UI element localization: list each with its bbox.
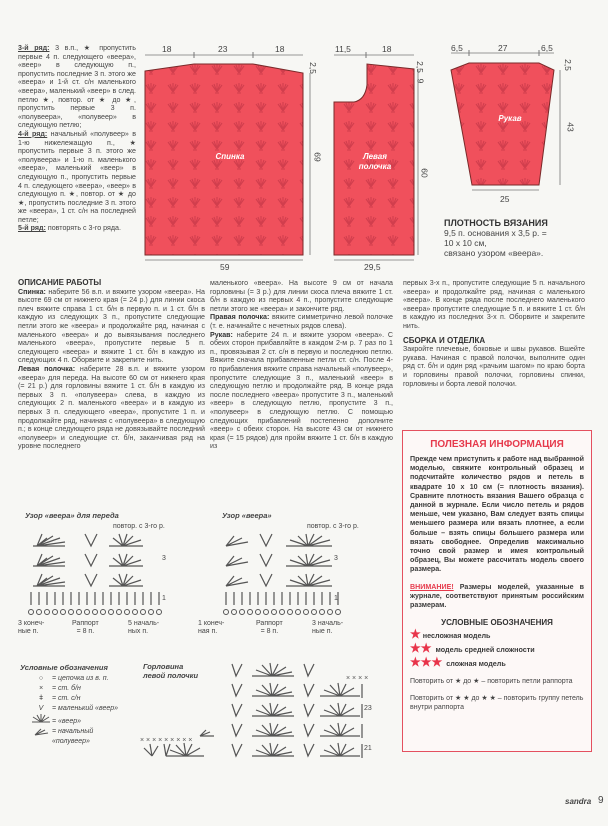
neckline-title-line2: левой полочки [143,671,199,680]
left-front-label: Левая полочка: [18,364,76,373]
row4-text: начальный «полувеер» в 1-ю нижележащую п., ★ пропустить первые 3 п. этого же «полувеера» и 1-ю п. маленького «веера», маленький «веер» в следующую п., пропустить первые 4 п. следующего «веера», «веер» в следующую п. ★, повтор. от ★ до ★, пропустить последние 3 п. этого же «веера», 1 ст. с/н на последней петле; [18,129,136,224]
end-label-line1: 1 конеч- [198,620,225,627]
sleeve-dim-center: 27 [498,43,508,53]
start-label-line1: 3 началь- [312,620,344,627]
difficulty-easy-label: несложная модель [422,630,491,640]
neckline-title-line1: Горловина [143,662,184,671]
main-pattern-rapport [256,620,283,636]
front-pattern-chart [25,530,170,618]
repeat-note-2: Повторить от ★ ★ до ★ ★ – повторить группу петель внутри раппорта [410,694,584,711]
symbol-half-fan-label: = начальный «полувеер» [52,728,94,745]
symbol-small-fan [30,704,122,714]
v-symbol [304,664,314,676]
sleeve-dim-width: 25 [500,194,510,204]
chain-row [29,610,162,615]
symbol-dc-label: = ст. с/н [52,695,81,702]
end-label-line2: ная п. [198,628,218,635]
symbol-chain [30,674,122,684]
assembly-title: СБОРКА И ОТДЕЛКА [403,335,486,345]
front-dim-shoulder: 2,5 [414,61,425,73]
difficulty-medium [410,641,584,655]
sleeve-section-label: Рукав: [210,330,233,339]
sleeve-section-text: наберите 24 п. и вяжите узором «веера». С обеих сторон прибавляйте в каждом 2-м р. 7 раз по 1 п., провязывая 2 ст. с/н в первую и последнюю петлю. Вяжите сначала прибавленные петли ст. с/н. После 4-го прибавления вяжите справа начальный «полувеер», пропустите следующие 3 п., маленький «веер» в следующую петлю и продолжайте ряд. В конце ряда после последнего «веера» пропустите 3 п., маленький «веер» в следующую петлю, пропустите 3 п., «полувеер» в следующую петлю. С помощью следующих прибавлений постепенно дополните «веер» с обеих сторон. На высоте 43 см от нижнего края (= 15 рядов) для пройм вяжите 1 ст. б/н в каждую из [210,330,393,451]
fan-symbol [286,534,332,546]
fan-symbol [252,663,294,676]
front-label-line1: Левая [363,152,387,161]
back-dim-left: 18 [162,44,172,54]
half-fan-symbol [144,744,158,756]
row-instructions [18,44,136,233]
back-label: Спинка [215,152,245,161]
neckline-row-23: 23 [364,705,372,712]
assembly-text: Закройте плечевые, боковые и швы рукавов. Вшейте рукава. Начиная с правой полочки, выполните один ряд ст. б/н и один ряд «рачьим шагом» по краю борта и горловины правой полочки, горловины спинки, горловины и борта левой полочки. [403,345,585,388]
svg-text:× × × ×: × × × × [346,675,369,682]
fan-symbol [166,743,204,756]
main-pattern-start-label [312,620,343,636]
rapport-line2: = 8 п. [76,628,95,635]
front-pattern-repeat-note: повтор. с 3-го р. [113,523,165,530]
fan-symbol [33,534,65,546]
repeat-note-1: Повторить от ★ до ★ – повторить петли раппорта [410,677,573,685]
description-col3 [403,279,585,388]
small-fan-icon: V [38,705,44,712]
end-label-line1: 3 конеч- [18,620,45,627]
symbols-list [30,674,122,747]
symbol-sc-label: = ст. б/н [52,685,81,692]
attention-label: ВНИМАНИЕ! [410,582,454,591]
gauge-block [444,218,604,258]
fan-symbol [109,534,143,546]
main-pattern-row-3: 3 [334,555,338,562]
col3-continuation: первых 3-х п., пропустите следующие 5 п. начального «веера» и продолжайте ряд, начиная с маленького «веера». В конце ряда после последнего маленького «веера» пропустите следующие 5 п. и вяжите 1 ст. б/н в каждую из последних 3-х п. Оборвите и закрепите нить. [403,279,585,330]
row4-label: 4-й ряд: [18,129,48,138]
rapport-line1: Раппорт [72,620,99,627]
difficulty-hard [410,655,584,669]
main-pattern-row-1: 1 [334,595,338,602]
sleeve-dim-cap: 2,5 [562,59,573,71]
gauge-title: ПЛОТНОСТЬ ВЯЗАНИЯ [444,218,548,228]
sleeve-label: Рукав [498,114,522,123]
fan-symbol [320,683,360,696]
main-pattern-end-label [198,620,224,636]
left-front-text: наберите 28 в.п. и вяжите узором «веера» для переда. На высоте 60 см от нижнего края (= 21 р.) для горловины вяжите 1 ст. б/н в каждую из первых 3 п. «полувеера» слева, в каждую из следующих 2 п. маленького «веера» и в каждую из первых 3 п. следующего «веера», пропустите 1 п. и продолжайте ряд, начиная с «полувеера» в следующую п.; в конце следующего ряда не довязывайте последний «полувеер» и следующие ст. б/н, заканчивая ряд на уровне последнего [18,364,205,451]
front-pattern-end-label [18,620,44,636]
front-label [350,152,400,172]
description-title: ОПИСАНИЕ РАБОТЫ [18,278,102,287]
stitch-row-1 [31,592,159,605]
single-crochet-icon: × [38,685,44,692]
neckline-row-21: 21 [364,745,372,752]
main-pattern-repeat-note: повтор. с 3-го р. [307,523,359,530]
half-fan-symbol [226,536,248,546]
symbol-small-fan-label: = маленький «веер» [52,705,119,712]
difficulty-hard-label: сложная модель [446,658,506,668]
attention-block [410,583,584,610]
row5-text: повторять с 3-го ряда. [47,224,121,233]
rapport-line1: Раппорт [256,620,283,627]
front-dim-height: 60 [419,168,430,178]
v-symbol [85,534,97,546]
right-front-text: вяжите симметрично левой полочке (т. е. начинайте с нечетных рядов слева). [210,313,393,330]
col2-continuation: маленького «веера». На высоте 9 см от начала горловины (= 3 р.) для линии скоса плеча вяжите 1 ст. б/н в каждую из первых 4 п., пропустите следующие петли этого же «веера» и закончите ряд. [210,279,393,313]
end-label-line2: ные п. [18,628,39,635]
start-label-line1: 5 началь- [128,620,160,627]
info-box [402,430,592,752]
sleeve-dim-right: 6,5 [541,43,553,53]
row3-label: 3-й ряд: [18,44,50,52]
front-pattern-start-label [128,620,159,636]
back-section-label: Спинка: [18,287,46,296]
front-label-line2: полочка [358,162,392,171]
fan-row [33,534,143,546]
fan-glyph [31,714,51,723]
start-label-line2: ных п. [128,628,149,635]
description-col1 [18,279,205,451]
right-front-label: Правая полочка: [210,313,270,322]
back-dim-shoulder: 2,5 [307,62,318,74]
front-dim-neck-depth: 9 [415,78,426,84]
half-fan-glyph [33,727,49,736]
back-dim-center: 23 [218,44,228,54]
v-symbol [232,664,242,676]
half-fan-icon [30,727,52,747]
symbol-dc [30,694,122,704]
front-pattern-title: Узор «веера» для переда [25,511,119,520]
row3-text: 3 в.п., ★ пропустить первые 4 п. следующего «веера», «веер» в следующую п., пропустить последние 3 п. этого же «веера» и 1-й ст. с/н маленького «веера», маленький «веер» в след. петлю ★, повтор. от ★ до ★, пропустить первые 3 п. «полувеера», «полувеер» в следующую петлю; [18,44,136,130]
v-symbol [164,744,170,756]
brand-logo: sandra [565,797,592,806]
page-number: 9 [598,795,604,806]
svg-text:× × × × × × × × ×: × × × × × × × × × [140,737,193,744]
front-dim-shoulder-width: 18 [382,44,392,54]
main-pattern-chart [220,530,350,618]
fan-icon [30,714,52,727]
front-dim-width: 29,5 [364,262,381,272]
start-label-line2: ные п. [312,628,333,635]
sleeve-dim-height: 43 [565,122,576,132]
star-icon: ★ [410,626,421,641]
chain-icon: ○ [38,675,44,682]
info-title: ПОЛЕЗНАЯ ИНФОРМАЦИЯ [430,439,564,450]
difficulty-legend [410,627,584,669]
symbols-title: Условные обозначения [20,663,108,672]
v-symbol [260,534,272,546]
sleeve-dim-left: 6,5 [451,43,463,53]
star-icon: ★★ [410,640,432,655]
back-dim-width: 59 [220,262,230,272]
symbol-sc [30,684,122,694]
half-fan-symbol [200,730,214,736]
gauge-line2: 10 x 10 см, [444,238,487,248]
description-col2 [210,279,393,451]
difficulty-medium-label: модель средней сложности [435,644,535,654]
stitch-row-1 [226,592,338,605]
info-text: Прежде чем приступить к работе над выбранной моделью, свяжите контрольный образец и подсчитайте количество рядов и петель в квадрате 10 x 10 см (= плотность вязания). Сравните плотность вязания Вашего образца с данной в журнале. Если число петель и рядов меньше, чем указано, Вам следует взять спицы меньшего размера или вязать плотнее, а если больше – взять спицы большего размера или вязать свободнее. Определив максимально точно свой размер и имея контрольный образец, Вы можете рассчитать модель своего размера. [410,455,584,574]
legend-title: УСЛОВНЫЕ ОБОЗНАЧЕНИЯ [441,617,553,627]
difficulty-easy [410,627,584,641]
symbol-half-fan [30,727,122,747]
front-pattern-row-3: 3 [162,555,166,562]
row5-label: 5-й ряд: [18,224,46,233]
front-pattern-row-1: 1 [162,595,166,602]
symbol-fan [30,714,122,727]
front-pattern-rapport [72,620,99,636]
front-dim-neck: 11,5 [335,44,351,54]
symbol-chain-label: = цепочка из в. п. [52,675,109,682]
symbol-fan-label: = «веер» [52,718,81,725]
attention-text: Размеры моделей, указанные в журнале, соответствуют принятым российским размерам. [410,582,584,609]
star-icon: ★★★ [410,654,443,669]
rapport-line2: = 8 п. [260,628,279,635]
gauge-line3: связано узором «веера». [444,248,544,258]
back-dim-height: 69 [312,152,323,162]
main-pattern-title: Узор «веера» [222,511,272,520]
gauge-line1: 9,5 п. основания x 3,5 р. = [444,228,547,238]
neckline-chart [140,660,370,765]
double-crochet-icon: ǂ [38,695,44,702]
back-dim-right: 18 [275,44,285,54]
fan-row [226,534,332,546]
back-section-text: наберите 56 в.п. и вяжите узором «веера». На высоте 69 см от нижнего края (= 24 р.) для линии скоса плеч вяжите справа 1 ст. б/н в первую п. и 1 ст. б/н в каждую из следующих 3 п., пропустите следующие петли этого же «веера» и продолжайте ряд, начиная с маленького «веера» и до вывязывания последнего маленького «веера», пропустите первые 5 п. следующего «веера» и вяжите 1 ст. б/н в каждую из следующих 4 п. Оборвите и закрепите нить. [18,287,205,365]
chain-row [224,610,341,615]
